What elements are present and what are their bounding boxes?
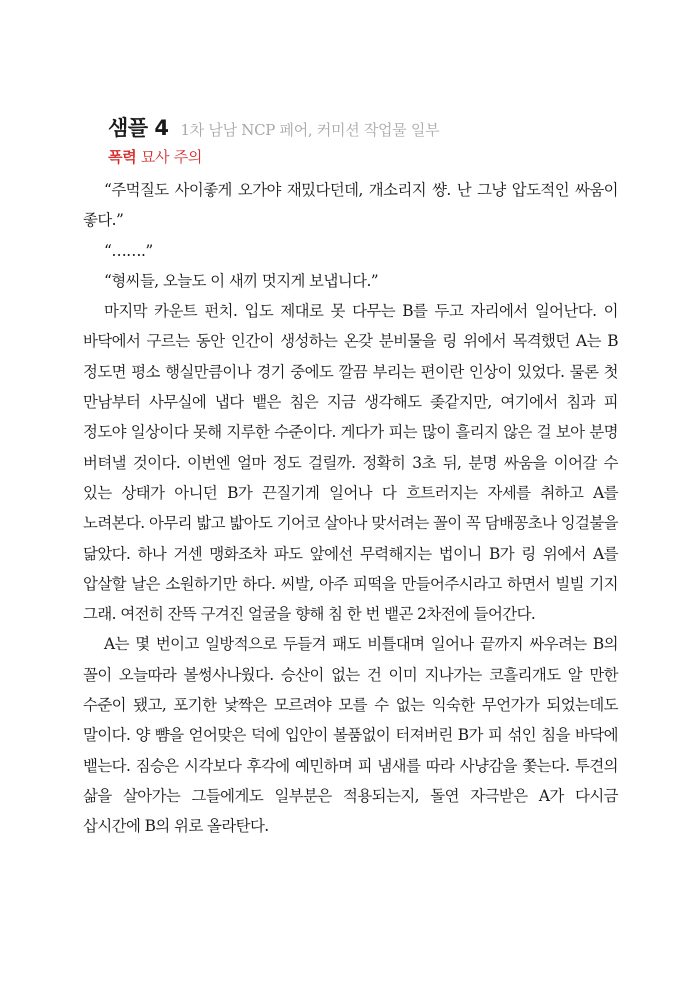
story-body — [83, 175, 618, 842]
sample-subtitle: 1차 남남 NCP 페어, 커미션 작업물 일부 — [180, 121, 440, 139]
paragraph: “형씨들, 오늘도 이 새끼 멋지게 보냅니다.” — [104, 271, 379, 290]
paragraph: “…….” — [104, 241, 153, 260]
warning-text: 묘사 주의 — [136, 148, 203, 166]
paragraph: 마지막 카운트 펀치. 입도 제대로 못 다무는 B를 두고 자리에서 일어난다. 이 바닥에서 구르는 동안 인간이 생성하는 온갖 분비물을 링 위에서 목격했던 A는 B 정도면 평소 행실만큼이나 경기 중에도 깔끔 부리는 편이란 인상이 있었다. 물론 첫 만남부터 사무실에 냅다 뱉은 침은 지금 생각해도 좆같지만, 여기에서 침과 피 정도야 일상이다 못해 지루한 수준이다. 게다가 피는 많이 흘리지 않은 걸 보아 분명 버텨낼 것이다. 이번엔 얼마 정도 걸릴까. 정확히 3초 뒤, 분명 싸움을 이어갈 수 있는 상태가 아니던 B가 끈질기게 일어나 다 흐트러지는 자세를 취하고 A를 노려본다. 아무리 밟고 밟아도 기어코 살아나 맞서려는 꼴이 꼭 담배꽁초나 잉걸불을 닮았다. 하나 거센 맹화조차 파도 앞에선 무력해지는 법이니 B가 링 위에서 A를 압살할 날은 소원하기만 하다. 씨발, 아주 피떡을 만들어주시라고 하면서 빌빌 기지 그래. 여전히 잔뜩 구겨진 얼굴을 향해 침 한 번 뱉곤 2차전에 들어간다. — [83, 302, 618, 624]
content-warning — [83, 146, 618, 167]
sample-content — [83, 112, 618, 842]
paragraph: A는 몇 번이고 일방적으로 두들겨 패도 비틀대며 일어나 끝까지 싸우려는 B의 꼴이 오늘따라 볼썽사나웠다. 승산이 없는 건 이미 지나가는 코흘리개도 알 만한 수준이 됐고, 포기한 낯짝은 모르려야 모를 수 없는 익숙한 무언가가 되었는데도 말이다. 양 뺨을 얻어맞은 덕에 입안이 볼품없이 터져버린 B가 피 섞인 침을 바닥에 뱉는다. 짐승은 시각보다 후각에 예민하며 피 냄새를 따라 사냥감을 쫓는다. 투견의 삶을 살아가는 그들에게도 일부분은 적용되는지, 돌연 자극받은 A가 다시금 삽시간에 B의 위로 올라탄다. — [83, 635, 618, 836]
sample-title: 샘플 4 — [108, 116, 169, 140]
sample-header — [83, 112, 618, 142]
warning-keyword: 폭력 — [108, 148, 137, 166]
paragraph: “주먹질도 사이좋게 오가야 재밌다던데, 개소리지 썅. 난 그냥 압도적인 싸움이 좋다.” — [83, 181, 618, 230]
